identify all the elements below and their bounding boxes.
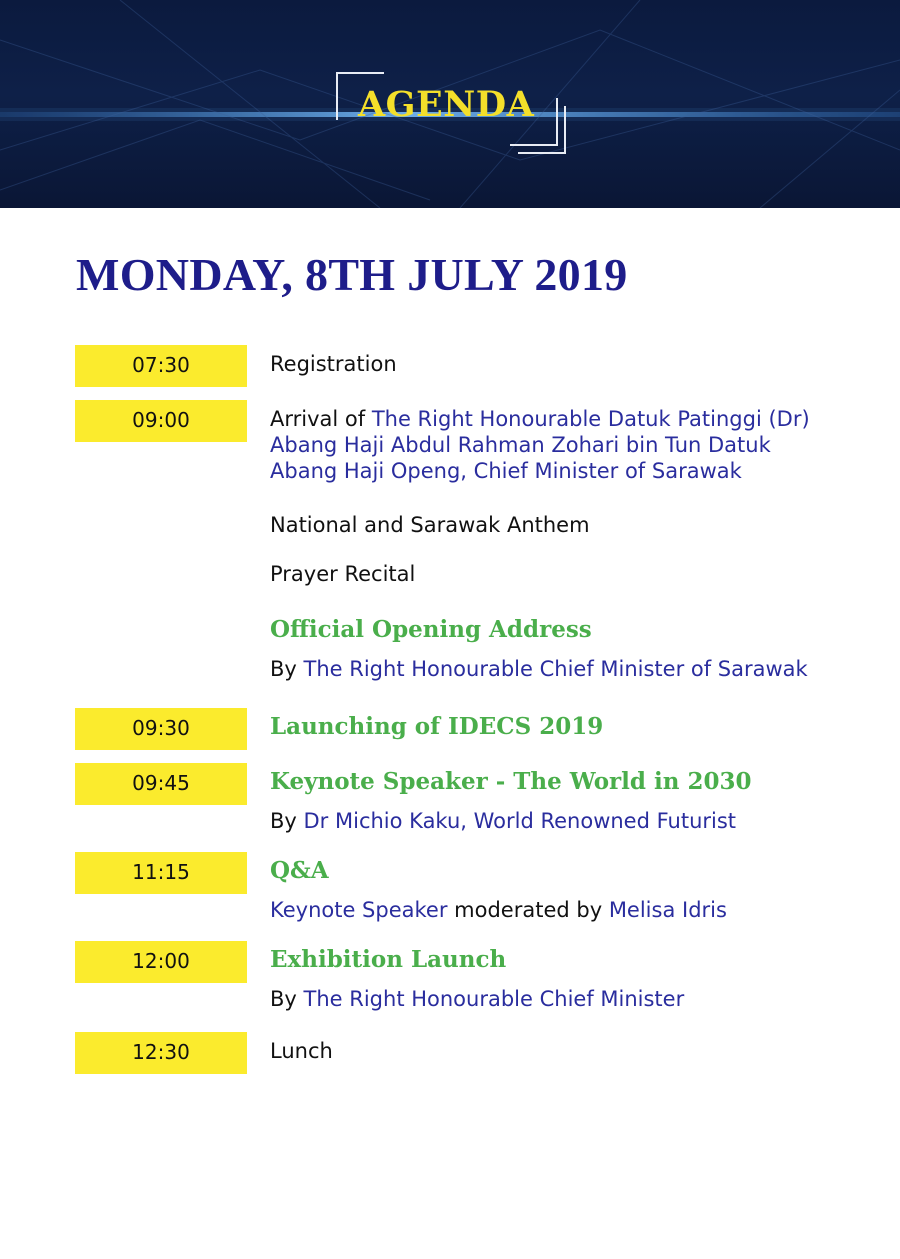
arrival-line — [270, 406, 810, 432]
header-banner — [0, 0, 900, 208]
item-title: Launching of IDECS 2019 — [270, 713, 604, 740]
arrival-prefix: Arrival of — [270, 407, 372, 431]
time-badge: 09:00 — [75, 400, 247, 442]
time-badge: 09:30 — [75, 708, 247, 750]
agenda-title: AGENDA — [358, 84, 535, 125]
guest-of-honour-line-3: Abang Haji Openg, Chief Minister of Sarawak — [270, 459, 742, 483]
item-title: Q&A — [270, 857, 329, 884]
speaker-line — [270, 986, 684, 1012]
opening-address-title: Official Opening Address — [270, 616, 592, 643]
guest-of-honour: The Right Honourable Datuk Patinggi (Dr) — [371, 407, 810, 431]
speaker-name: The Right Honourable Chief Minister — [303, 987, 685, 1011]
item-title: Registration — [270, 352, 397, 376]
speaker-name: Dr Michio Kaku, World Renowned Futurist — [303, 809, 737, 833]
time-badge: 09:45 — [75, 763, 247, 805]
time-badge: 12:00 — [75, 941, 247, 983]
time-badge: 12:30 — [75, 1032, 247, 1074]
by-prefix: By — [270, 657, 304, 681]
speaker-name: Keynote Speaker — [270, 898, 448, 922]
by-prefix: By — [270, 809, 304, 833]
moderated-by-text: moderated by — [447, 898, 609, 922]
moderator-name: Melisa Idris — [608, 898, 727, 922]
moderation-line — [270, 897, 727, 923]
item-title: Lunch — [270, 1039, 333, 1063]
anthem-item: National and Sarawak Anthem — [270, 513, 590, 537]
item-title: Keynote Speaker - The World in 2030 — [270, 768, 752, 795]
opening-address-speaker: The Right Honourable Chief Minister of Sarawak — [303, 657, 808, 681]
guest-of-honour-line-2: Abang Haji Abdul Rahman Zohari bin Tun Datuk — [270, 433, 771, 457]
time-badge: 07:30 — [75, 345, 247, 387]
prayer-item: Prayer Recital — [270, 562, 416, 586]
by-prefix: By — [270, 987, 304, 1011]
agenda-title-frame — [336, 72, 566, 154]
speaker-line — [270, 808, 736, 834]
opening-address-speaker-line — [270, 656, 808, 682]
time-badge: 11:15 — [75, 852, 247, 894]
day-heading: MONDAY, 8TH JULY 2019 — [76, 249, 628, 300]
item-title: Exhibition Launch — [270, 946, 507, 973]
